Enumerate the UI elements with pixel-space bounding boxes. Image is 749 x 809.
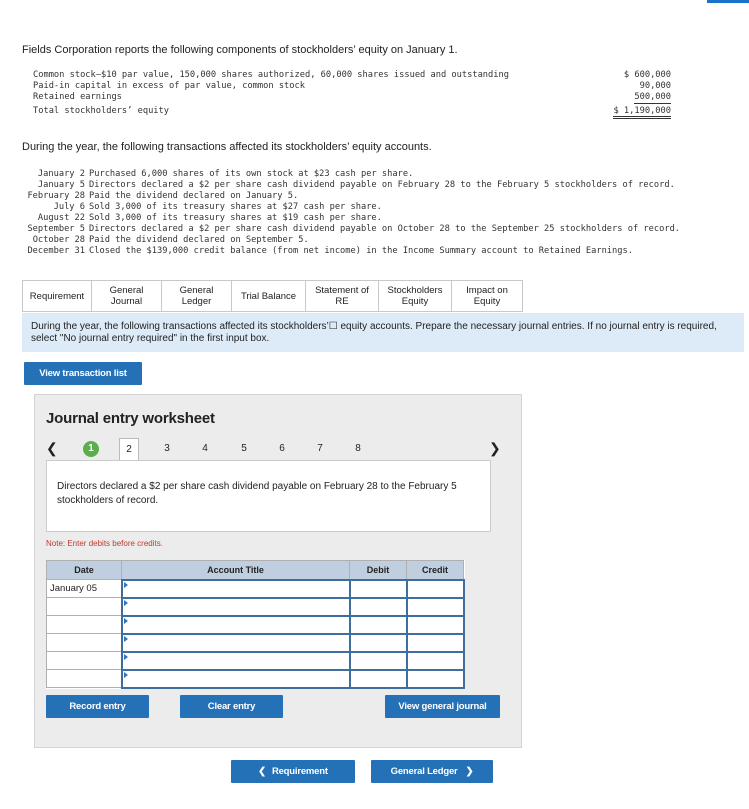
transaction-row bbox=[22, 235, 722, 246]
view-general-journal-button[interactable]: View general journal bbox=[385, 695, 500, 718]
dropdown-icon bbox=[124, 600, 128, 606]
dropdown-icon bbox=[124, 672, 128, 678]
transaction-text: Directors declared a $2 per share cash dividend payable on October 28 to the September 25 stockholders of record. bbox=[89, 224, 681, 234]
equity-amount: $ 600,000 bbox=[623, 70, 671, 80]
tab-general-journal[interactable]: General Journal bbox=[92, 280, 162, 312]
next-general-ledger-label: General Ledger bbox=[390, 766, 458, 777]
transaction-date: January 2 bbox=[37, 169, 85, 179]
credit-input[interactable] bbox=[407, 598, 464, 616]
table-row bbox=[47, 616, 464, 634]
transaction-row bbox=[22, 191, 722, 202]
dropdown-icon bbox=[124, 654, 128, 660]
dropdown-icon bbox=[124, 636, 128, 642]
table-row bbox=[47, 670, 464, 688]
journal-entry-table bbox=[46, 560, 465, 689]
equity-row bbox=[22, 92, 679, 103]
journal-entry-worksheet bbox=[34, 394, 522, 748]
transaction-description: Directors declared a $2 per share cash dividend payable on February 28 to the February 5 stockholders of record. bbox=[46, 460, 491, 532]
equity-label: Paid-in capital in excess of par value, common stock bbox=[33, 81, 305, 91]
date-cell[interactable] bbox=[47, 652, 122, 670]
date-cell[interactable] bbox=[47, 634, 122, 652]
worksheet-step-nav bbox=[46, 438, 512, 460]
record-entry-button[interactable]: Record entry bbox=[46, 695, 149, 718]
table-row bbox=[47, 652, 464, 670]
table-header-row bbox=[47, 561, 464, 580]
step-8[interactable]: 8 bbox=[355, 443, 361, 454]
transaction-date: October 28 bbox=[32, 235, 85, 245]
transaction-date: September 5 bbox=[27, 224, 85, 234]
transaction-date: July 6 bbox=[53, 202, 85, 212]
transaction-list bbox=[22, 169, 722, 257]
transaction-row bbox=[22, 224, 722, 235]
next-general-ledger-button[interactable] bbox=[371, 760, 493, 783]
tab-trial-balance[interactable]: Trial Balance bbox=[232, 280, 306, 312]
top-accent-bar bbox=[707, 0, 749, 3]
tab-stockholders-equity[interactable]: Stockholders Equity bbox=[379, 280, 452, 312]
step-5[interactable]: 5 bbox=[241, 443, 247, 454]
chevron-right-icon: ❯ bbox=[465, 766, 474, 777]
worksheet-title: Journal entry worksheet bbox=[46, 410, 215, 427]
tab-general-ledger[interactable]: General Ledger bbox=[162, 280, 232, 312]
date-cell[interactable] bbox=[47, 616, 122, 634]
prev-requirement-button[interactable] bbox=[231, 760, 355, 783]
prev-step-icon[interactable]: ❮ bbox=[46, 440, 58, 456]
transaction-date: January 5 bbox=[37, 180, 85, 190]
debit-input[interactable] bbox=[350, 598, 407, 616]
account-title-select[interactable] bbox=[122, 580, 350, 598]
table-row bbox=[47, 598, 464, 616]
equity-total-row bbox=[22, 106, 679, 117]
tab-requirement[interactable]: Requirement bbox=[22, 280, 92, 312]
debit-input[interactable] bbox=[350, 616, 407, 634]
transaction-text: Purchased 6,000 shares of its own stock at $23 cash per share. bbox=[89, 169, 414, 179]
step-3[interactable]: 3 bbox=[164, 443, 170, 454]
equity-amount: 90,000 bbox=[639, 81, 671, 91]
transaction-text: Directors declared a $2 per share cash dividend payable on February 28 to the February 5 stockholders of record. bbox=[89, 180, 675, 190]
date-cell[interactable] bbox=[47, 598, 122, 616]
step-2[interactable]: 2 bbox=[119, 438, 139, 460]
date-cell[interactable]: January 05 bbox=[47, 580, 122, 598]
requirement-tabs bbox=[22, 280, 523, 312]
transaction-row bbox=[22, 246, 722, 257]
transaction-row bbox=[22, 169, 722, 180]
debit-input[interactable] bbox=[350, 652, 407, 670]
credit-input[interactable] bbox=[407, 580, 464, 598]
date-column-header: Date bbox=[47, 561, 122, 580]
transaction-row bbox=[22, 180, 722, 191]
step-7[interactable]: 7 bbox=[317, 443, 323, 454]
transaction-text: Sold 3,000 of its treasury shares at $19 cash per share. bbox=[89, 213, 382, 223]
tab-impact-on-equity[interactable]: Impact on Equity bbox=[452, 280, 523, 312]
account-title-select[interactable] bbox=[122, 616, 350, 634]
during-text: During the year, the following transactions affected its stockholders’ equity accounts. bbox=[22, 141, 432, 153]
transaction-row bbox=[22, 202, 722, 213]
equity-table bbox=[22, 70, 679, 117]
transaction-date: February 28 bbox=[27, 191, 85, 201]
credit-input[interactable] bbox=[407, 634, 464, 652]
debit-input[interactable] bbox=[350, 670, 407, 688]
equity-row bbox=[22, 70, 679, 81]
instruction-banner: During the year, the following transactions affected its stockholders’☐ equity accounts. Prepare the necessary journal entries. If no journal entry is required, select "No journal entry required" in the first input box. bbox=[22, 313, 744, 352]
tab-statement-of-re[interactable]: Statement of RE bbox=[306, 280, 379, 312]
debit-column-header: Debit bbox=[350, 561, 407, 580]
view-transaction-list-button[interactable]: View transaction list bbox=[24, 362, 142, 385]
credit-input[interactable] bbox=[407, 670, 464, 688]
debit-input[interactable] bbox=[350, 580, 407, 598]
credit-column-header: Credit bbox=[407, 561, 464, 580]
credit-input[interactable] bbox=[407, 652, 464, 670]
transaction-text: Paid the dividend declared on January 5. bbox=[89, 191, 299, 201]
equity-amount: 500,000 bbox=[634, 92, 671, 102]
account-title-select[interactable] bbox=[122, 634, 350, 652]
transaction-date: August 22 bbox=[37, 213, 85, 223]
table-row bbox=[47, 580, 464, 598]
transaction-row bbox=[22, 213, 722, 224]
account-title-select[interactable] bbox=[122, 670, 350, 688]
prev-requirement-label: Requirement bbox=[271, 766, 328, 777]
dropdown-icon bbox=[124, 582, 128, 588]
equity-amount: $ 1,190,000 bbox=[613, 106, 671, 119]
equity-row bbox=[22, 81, 679, 92]
transaction-date: December 31 bbox=[27, 246, 85, 256]
equity-label: Retained earnings bbox=[33, 92, 122, 102]
step-6[interactable]: 6 bbox=[279, 443, 285, 454]
intro-text: Fields Corporation reports the following components of stockholders’ equity on January 1. bbox=[22, 44, 458, 56]
step-1[interactable]: 1 bbox=[83, 441, 99, 457]
next-step-icon[interactable]: ❯ bbox=[489, 440, 501, 456]
account-title-select[interactable] bbox=[122, 598, 350, 616]
table-row bbox=[47, 634, 464, 652]
clear-entry-button[interactable]: Clear entry bbox=[180, 695, 283, 718]
transaction-text: Paid the dividend declared on September 5. bbox=[89, 235, 309, 245]
credit-input[interactable] bbox=[407, 616, 464, 634]
transaction-text: Closed the $139,000 credit balance (from net income) in the Income Summary account to Retained Earnings. bbox=[89, 246, 633, 256]
chevron-left-icon: ❮ bbox=[258, 766, 266, 777]
equity-label: Total stockholders’ equity bbox=[33, 106, 169, 116]
date-cell[interactable] bbox=[47, 670, 122, 688]
debit-input[interactable] bbox=[350, 634, 407, 652]
dropdown-icon bbox=[124, 618, 128, 624]
equity-label: Common stock—$10 par value, 150,000 shares authorized, 60,000 shares issued and outstanding bbox=[33, 70, 509, 80]
transaction-text: Sold 3,000 of its treasury shares at $27 cash per share. bbox=[89, 202, 382, 212]
account-column-header: Account Title bbox=[122, 561, 350, 580]
debit-credit-note: Note: Enter debits before credits. bbox=[46, 539, 163, 548]
account-title-select[interactable] bbox=[122, 652, 350, 670]
step-4[interactable]: 4 bbox=[202, 443, 208, 454]
